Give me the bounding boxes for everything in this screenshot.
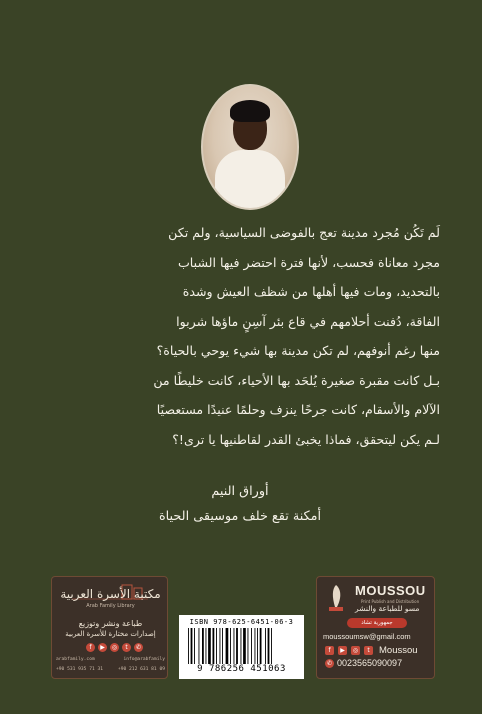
library-logo-box bbox=[51, 576, 168, 679]
publisher-social bbox=[325, 645, 418, 656]
back-cover-blurb bbox=[40, 218, 440, 454]
blurb-line: مجرد معاناة فحسب، لأنها فترة احتضر فيها الشباب bbox=[177, 254, 440, 270]
twitter-icon: t bbox=[122, 643, 131, 652]
book-titles bbox=[40, 479, 440, 529]
library-tagline-2: إصدارات مختارة للأسرة العربية bbox=[65, 630, 156, 638]
library-subtitle: Arab Family Library bbox=[86, 603, 135, 609]
library-phone-1: +90 531 935 71 31 bbox=[56, 667, 104, 672]
publisher-arabic-name: مسو للطباعة والنشر bbox=[355, 604, 420, 613]
barcode-bars bbox=[184, 628, 299, 664]
publisher-email: moussoumsw@gmail.com bbox=[323, 632, 411, 641]
facebook-icon: f bbox=[325, 646, 334, 655]
isbn-barcode bbox=[179, 615, 304, 679]
library-tagline: طباعة ونشر وتوزيع bbox=[78, 619, 143, 628]
instagram-icon: ◎ bbox=[111, 644, 118, 651]
publisher-name: MOUSSOU bbox=[355, 583, 426, 598]
library-website: arabfamily.com bbox=[56, 657, 95, 662]
instagram-icon: ◎ bbox=[352, 647, 359, 654]
blurb-line: لَم تَكُن مُجرد مدينة تعج بالفوضى السياسية، ولم تكن bbox=[168, 225, 440, 240]
blurb-line: بالتحديد، ومات فيها أهلها من شظف العيش وشدة bbox=[182, 284, 440, 299]
publisher-phone-row bbox=[325, 658, 402, 668]
twitter-icon: t bbox=[364, 646, 373, 655]
isbn-number: ISBN 978-625-6451-06-3 bbox=[189, 618, 294, 626]
library-email: info@arabfamily bbox=[123, 657, 165, 662]
library-phone-2: +90 212 631 81 09 bbox=[117, 667, 165, 672]
feather-pen-icon bbox=[327, 583, 345, 613]
publisher-phone: 0023565090097 bbox=[337, 658, 403, 668]
facebook-icon: f bbox=[86, 643, 95, 652]
publisher-subtitle: Print Publish and Distribution bbox=[361, 599, 420, 604]
portrait-hair bbox=[230, 100, 270, 122]
youtube-icon: ▶ bbox=[98, 643, 107, 652]
library-contacts bbox=[56, 657, 165, 662]
blurb-line: لـم يكن ليتحقق، فماذا يخبئ القدر لقاطنيها يا ترى!؟ bbox=[172, 431, 440, 447]
library-social-icons bbox=[86, 643, 143, 652]
barcode-digits: 9 786256 451063 bbox=[197, 664, 286, 674]
whatsapp-icon: ✆ bbox=[326, 659, 333, 667]
author-portrait bbox=[201, 84, 299, 210]
blurb-line: الآلام والأسقام، كانت جرحًا ينزف وحلمًا عنيدًا مستعصيًا bbox=[156, 402, 440, 417]
publisher-box bbox=[316, 576, 435, 679]
whatsapp-icon: ✆ bbox=[135, 644, 142, 651]
blurb-line: منها رغم أنوفهم، لم تكن مدينة بها شيء يوحي بالحياة؟ bbox=[156, 343, 440, 358]
publisher-handle: Moussou bbox=[379, 645, 418, 656]
portrait-shirt bbox=[215, 150, 285, 210]
library-phones bbox=[56, 667, 165, 672]
library-name: مكتبة الأسرة العربية bbox=[60, 587, 161, 601]
publisher-country-badge: جمهورية تشاد bbox=[347, 618, 407, 628]
book-title: أمكنة تقع خلف موسيقى الحياة bbox=[158, 509, 322, 524]
youtube-icon: ▶ bbox=[338, 646, 347, 655]
blurb-line: الفاقة، دُفنت أحلامهم في قاع بئر آسِنٍ ماؤها شربوا bbox=[176, 313, 440, 329]
series-title: أوراق النيم bbox=[211, 484, 269, 499]
blurb-line: بـل كانت مقبرة صغيرة يُلحَد بها الأحياء، كانت خليطًا من bbox=[153, 372, 440, 388]
